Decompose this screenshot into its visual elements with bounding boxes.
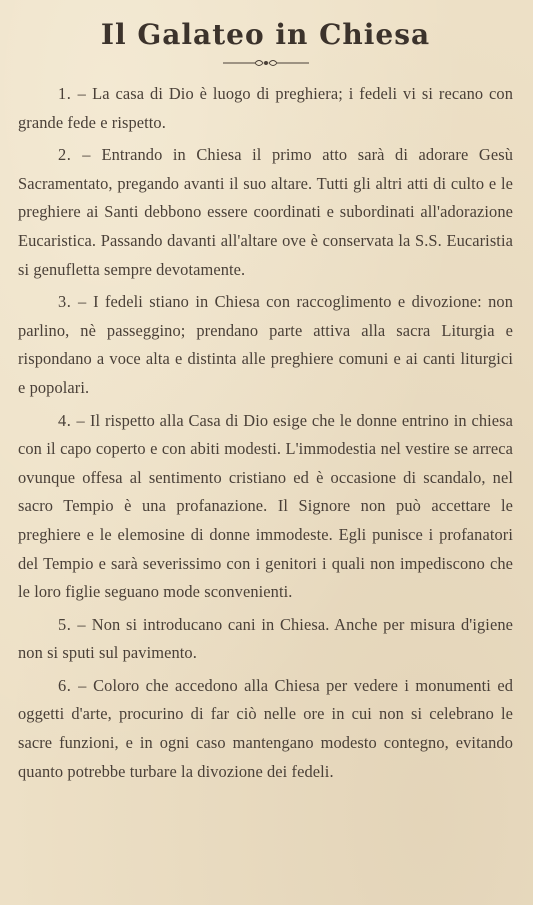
rule-paragraph	[18, 672, 513, 786]
ornament-divider-icon	[221, 56, 311, 70]
page-title: Il Galateo in Chiesa	[100, 18, 431, 51]
rule-number: 5. –	[58, 614, 87, 634]
rule-text: Entrando in Chiesa il primo atto sarà di adorare Gesù Sacramentato, pregando avanti il suo altare. Tutti gli altri atti di culto e le preghiere ai Santi debbono essere coordinati e subordinati all'adorazione Eucaristica. Passando davanti all'altare ove è conservata la S.S. Eucaristia si genufletta sempre devotamente.	[18, 145, 513, 279]
rule-number: 2. –	[58, 145, 91, 165]
rule-text: La casa di Dio è luogo di preghiera; i fedeli vi si recano con grande fede e rispetto.	[18, 84, 514, 132]
rule-text: Coloro che accedono alla Chiesa per vedere i monumenti ed oggetti d'arte, procurino di far ciò nelle ore in cui non si celebrano le sacre funzioni, e in ogni caso mantengano modesto contegno, evitando quanto potrebbe turbare la divozione dei fedeli.	[18, 675, 513, 781]
rules-list	[18, 80, 513, 786]
rule-text: I fedeli stiano in Chiesa con raccoglimento e divozione: non parlino, nè passeggino; prendano parte attiva alla sacra Liturgia e rispondano a voce alta e distinta alle preghiere comuni e ai canti liturgici e popolari.	[18, 292, 513, 397]
rule-paragraph	[18, 141, 513, 284]
rule-number: 3. –	[58, 292, 87, 312]
rule-number: 4. –	[58, 410, 86, 430]
rule-number: 6. –	[58, 675, 87, 695]
rule-paragraph	[18, 407, 513, 607]
rule-paragraph	[18, 611, 513, 668]
rule-paragraph	[18, 80, 513, 137]
rule-text: Non si introducano cani in Chiesa. Anche per misura d'igiene non si sputi sul pavimento.	[18, 614, 513, 663]
rule-text: Il rispetto alla Casa di Dio esige che le donne entrino in chiesa con il capo coperto e con abiti modesti. L'immodestia nel vestire se arreca ovunque offesa al sentimento cristiano ed è occasione di scandalo, nel sacro Tempio è una profanazione. Il Signore non può accettare le preghiere e le elemosine di donne immodeste. Egli punisce i profanatori del Tempio e sarà severissimo con i genitori i quali non impediscono che le loro figlie seguano mode sconvenienti.	[18, 410, 514, 602]
rule-paragraph	[18, 288, 513, 402]
rule-number: 1. –	[58, 84, 87, 103]
